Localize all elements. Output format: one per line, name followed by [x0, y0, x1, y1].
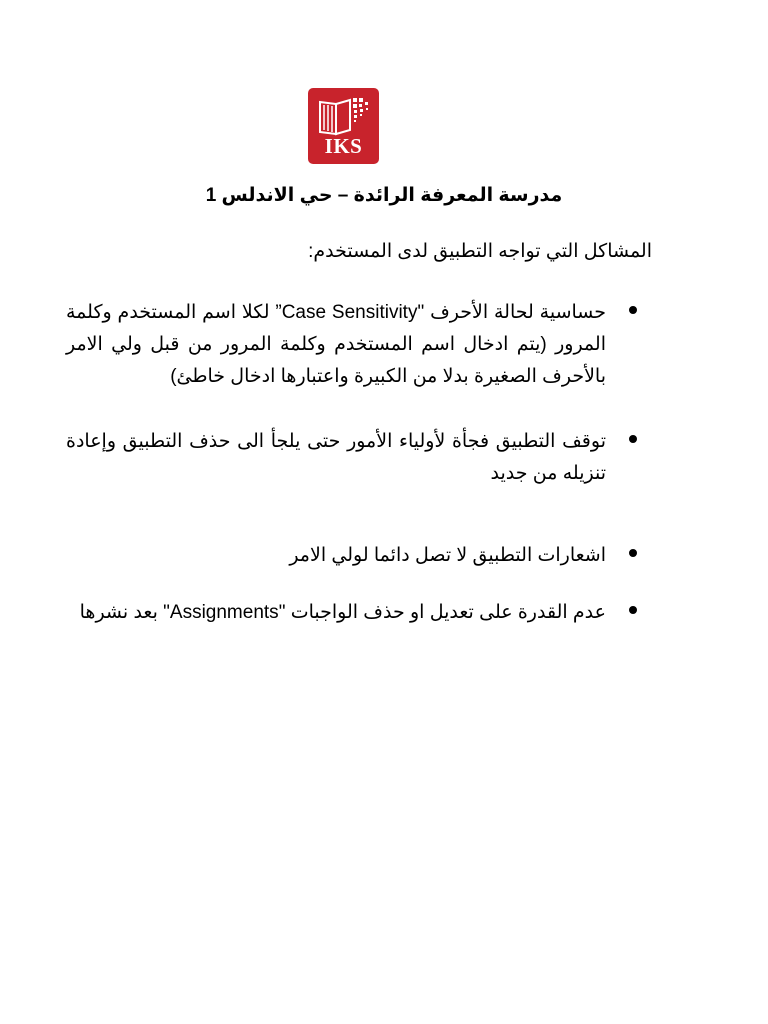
iks-logo: [308, 88, 379, 164]
open-book-icon: [316, 94, 372, 138]
bullet-icon: [629, 606, 637, 614]
bullet-icon: [629, 435, 637, 443]
issue-text: حساسية لحالة الأحرف "Case Sensitivity” لكلا اسم المستخدم وكلمة المرور (يتم ادخال اسم المستخدم وكلمة المرور من قبل ولي الامر بالأحرف الصغيرة بدلا من الكبيرة واعتبارها ادخال خاطئ): [66, 302, 607, 387]
intro-heading: المشاكل التي تواجه التطبيق لدى المستخدم:: [308, 241, 652, 262]
issue-text: اشعارات التطبيق لا تصل دائما لولي الامر: [289, 545, 606, 566]
bullet-icon: [629, 549, 637, 557]
logo-text: IKS: [324, 134, 363, 158]
issue-text: عدم القدرة على تعديل او حذف الواجبات "Assignments" بعد نشرها: [79, 602, 606, 623]
school-title: مدرسة المعرفة الرائدة – حي الاندلس 1: [205, 185, 563, 206]
bullet-icon: [629, 306, 637, 314]
issue-text: توقف التطبيق فجأة لأولياء الأمور حتى يلجأ الى حذف التطبيق وإعادة تنزيله من جديد: [66, 431, 606, 484]
